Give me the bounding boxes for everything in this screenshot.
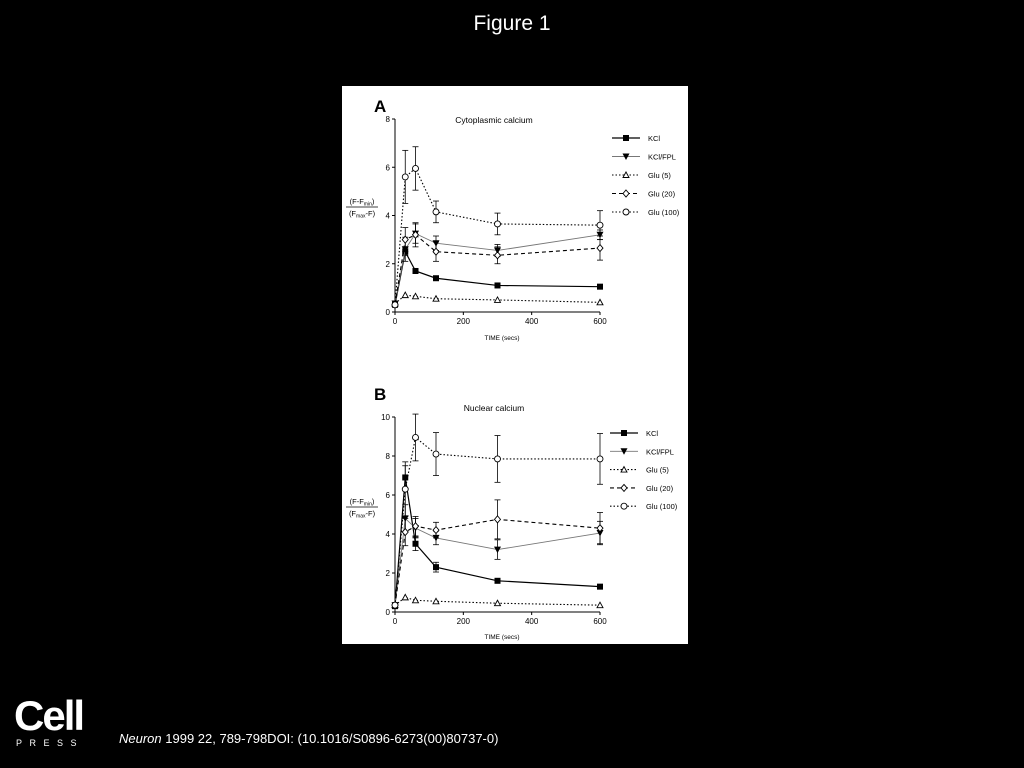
chart-title: Nuclear calcium xyxy=(463,403,525,413)
y-label-denominator: $(F_{max}-F)$ xyxy=(348,209,376,220)
data-point xyxy=(495,516,501,523)
y-tick-label: 10 xyxy=(381,413,390,422)
x-tick-label: 400 xyxy=(524,617,539,626)
data-point xyxy=(597,584,603,590)
legend-item xyxy=(612,171,671,180)
legend-item xyxy=(610,484,674,493)
y-tick-label: 6 xyxy=(385,163,390,173)
y-tick-label: 8 xyxy=(385,452,390,461)
legend-marker xyxy=(621,484,627,491)
legend-label: Glu (5) xyxy=(648,171,671,180)
data-point xyxy=(402,594,408,600)
y-label-numerator: $(F-F_{min})$ xyxy=(349,197,375,208)
series-glu-20- xyxy=(392,223,603,309)
slide-title: Figure 1 xyxy=(473,12,551,35)
series-glu-5- xyxy=(392,292,603,306)
legend-label: KCl xyxy=(648,134,661,143)
data-point xyxy=(433,209,439,215)
y-tick-label: 6 xyxy=(385,491,390,500)
data-point xyxy=(495,600,501,606)
data-point xyxy=(413,268,419,274)
y-label-numerator: $(F-F_{min})$ xyxy=(349,497,375,508)
y-axis-label xyxy=(346,197,378,220)
citation-details: 1999 22, 789-798DOI: (10.1016/S0896-6273(00)80737-0) xyxy=(161,731,499,746)
legend-item xyxy=(610,502,678,511)
data-point xyxy=(495,297,501,303)
legend-marker xyxy=(621,430,627,436)
data-point xyxy=(597,299,603,305)
x-tick-label: 0 xyxy=(392,317,398,326)
legend-item xyxy=(610,466,669,475)
legend-label: Glu (100) xyxy=(646,502,678,512)
y-tick-label: 0 xyxy=(385,308,390,317)
legend-marker xyxy=(623,135,629,141)
x-tick-label: 600 xyxy=(593,317,607,326)
x-tick-label: 200 xyxy=(456,617,471,626)
panel-b xyxy=(346,385,678,641)
data-point xyxy=(433,248,439,255)
x-tick-label: 400 xyxy=(524,317,539,326)
legend-marker xyxy=(621,503,627,509)
legend-item xyxy=(610,447,674,456)
legend-label: KCl/FPL xyxy=(646,447,674,457)
x-tick-label: 200 xyxy=(456,317,471,326)
y-axis-label xyxy=(346,497,378,520)
y-tick-label: 2 xyxy=(385,259,390,269)
y-tick-label: 4 xyxy=(385,530,390,539)
legend-item xyxy=(610,429,658,438)
x-axis-label: TIME (secs) xyxy=(484,335,520,342)
data-point xyxy=(597,245,603,252)
data-point xyxy=(495,578,501,584)
legend-label: Glu (5) xyxy=(646,465,669,475)
data-point xyxy=(413,434,419,440)
panel-a xyxy=(346,97,680,342)
panel-letter: A xyxy=(374,97,387,116)
legend-label: Glu (20) xyxy=(646,483,674,493)
legend-label: KCl/FPL xyxy=(648,152,676,162)
legend-label: Glu (100) xyxy=(648,208,680,217)
data-point xyxy=(413,165,419,171)
data-point xyxy=(433,451,439,457)
figure-panel xyxy=(342,86,688,644)
data-point xyxy=(597,456,603,462)
x-tick-label: 600 xyxy=(593,617,607,626)
data-point xyxy=(495,221,501,227)
legend-marker xyxy=(623,190,629,197)
cell-press-logo xyxy=(14,692,86,750)
legend-label: KCl xyxy=(646,429,659,438)
legend-item xyxy=(612,190,676,199)
data-point xyxy=(433,564,439,570)
data-point xyxy=(597,602,603,608)
citation xyxy=(119,731,498,746)
series-glu-5- xyxy=(392,594,603,607)
data-point xyxy=(597,222,603,228)
data-point xyxy=(413,541,419,547)
legend-label: Glu (20) xyxy=(648,189,676,199)
figure-chart xyxy=(342,86,688,644)
logo-word: Cell xyxy=(14,692,84,739)
y-tick-label: 0 xyxy=(385,608,390,617)
y-label-denominator: $(F_{max}-F)$ xyxy=(348,509,376,520)
data-point xyxy=(433,275,439,281)
y-tick-label: 8 xyxy=(385,115,390,124)
data-point xyxy=(597,284,603,290)
panel-letter: B xyxy=(374,385,387,404)
data-point xyxy=(495,252,501,259)
y-tick-label: 2 xyxy=(385,569,390,578)
y-tick-label: 4 xyxy=(385,211,390,221)
citation-journal: Neuron xyxy=(119,731,162,746)
data-point xyxy=(433,527,439,534)
legend-item xyxy=(612,153,676,162)
legend-marker xyxy=(623,209,629,215)
data-point xyxy=(494,547,501,554)
legend-item xyxy=(612,208,680,217)
x-tick-label: 0 xyxy=(392,617,398,626)
x-axis-label: TIME (secs) xyxy=(484,634,520,641)
chart-title: Cytoplasmic calcium xyxy=(455,115,533,125)
data-point xyxy=(495,456,501,462)
legend-item xyxy=(612,134,660,143)
series-kcl-fpl xyxy=(392,224,604,307)
data-point xyxy=(402,174,408,180)
logo-subtitle: PRESS xyxy=(16,738,85,748)
data-point xyxy=(402,486,408,492)
data-point xyxy=(392,302,398,308)
data-point xyxy=(495,282,501,288)
data-point xyxy=(392,602,398,608)
